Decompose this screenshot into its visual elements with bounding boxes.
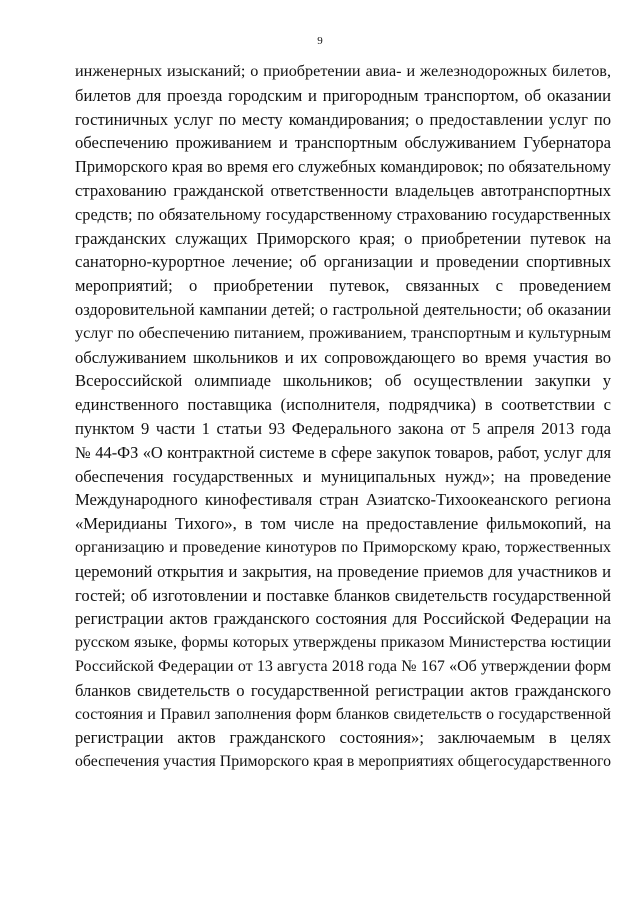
text-line: единственного поставщика (исполнителя, подрядчика) в соответствии с [75, 395, 611, 415]
text-line: гостиничных услуг по месту командирования; о предоставлении услуг по [75, 109, 611, 129]
text-line: Всероссийской олимпиаде школьников; об осуществлении закупки у [75, 371, 611, 391]
text-line: инженерных изысканий; о приобретении авиа- и железнодорожных билетов, [75, 62, 611, 80]
text-line: обеспечения государственных и муниципальных нужд»; на проведение [75, 466, 611, 486]
text-line: пунктом 9 части 1 статьи 93 Федерального закона от 5 апреля 2013 года [75, 418, 611, 438]
text-line: Российской Федерации от 13 августа 2018 года № 167 «Об утверждении форм [75, 657, 611, 675]
text-line: Международного кинофестиваля стран Азиатско-Тихоокеанского региона [75, 490, 611, 510]
text-line: гражданских служащих Приморского края; о приобретении путевок на [75, 228, 611, 248]
text-line: билетов для проезда городским и пригородным транспортом, об оказании [75, 85, 611, 105]
text-line: № 44-ФЗ «О контрактной системе в сфере закупок товаров, работ, услуг для [75, 442, 611, 462]
text-line: средств; по обязательному государственному страхованию государственных [75, 204, 611, 224]
text-line: русском языке, формы которых утверждены приказом Министерства юстиции [75, 634, 611, 652]
text-line: «Меридианы Тихого», в том числе на предоставление фильмокопий, на [75, 514, 611, 534]
text-line: регистрации актов гражданского состояния для Российской Федерации на [75, 609, 611, 629]
text-line: обеспечения участия Приморского края в мероприятиях общегосударственного [75, 753, 611, 771]
text-line: обслуживанием школьников и их сопровождающего во время участия во [75, 347, 611, 367]
text-line: услуг по обеспечению питанием, проживанием, транспортным и культурным [75, 323, 611, 342]
text-line: регистрации актов гражданского состояния»; заключаемым в целях [75, 728, 611, 748]
text-line: гостей; об изготовлении и поставке бланков свидетельств государственной [75, 585, 611, 605]
text-line: состояния и Правил заполнения форм бланков свидетельств о государственной [75, 705, 611, 723]
text-line: обеспечению проживанием и транспортным обслуживанием Губернатора [75, 133, 611, 153]
text-line: оздоровительной кампании детей; о гастрольной деятельности; об оказании [75, 299, 611, 319]
text-line: церемоний открытия и закрытия, на проведение приемов для участников и [75, 561, 611, 581]
text-line: мероприятий; о приобретении путевок, связанных с проведением [75, 276, 611, 296]
text-line: организацию и проведение кинотуров по Приморскому краю, торжественных [75, 538, 611, 556]
text-line: страхованию гражданской ответственности владельцев автотранспортных [75, 180, 611, 200]
text-line: санаторно-курортное лечение; об организации и проведении спортивных [75, 252, 611, 272]
page-number: 9 [317, 35, 323, 47]
text-line: бланков свидетельств о государственной регистрации актов гражданского [75, 680, 611, 700]
document-body [75, 60, 611, 774]
text-line: Приморского края во время его служебных командировок; по обязательному [75, 157, 611, 177]
